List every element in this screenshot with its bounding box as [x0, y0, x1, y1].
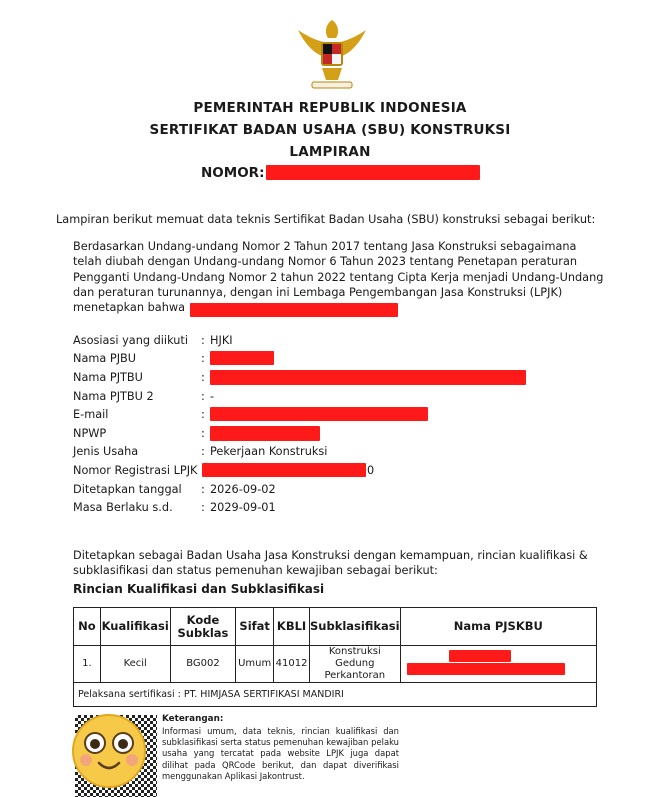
- garuda-emblem-icon: [290, 12, 374, 92]
- subklas-line1: Konstruksi Gedung: [328, 646, 381, 669]
- redacted-nama-pjbu: [210, 351, 274, 365]
- redacted-pjskbu-line1: [449, 650, 511, 662]
- redacted-npwp: [210, 426, 320, 441]
- nomor-label: NOMOR:: [201, 165, 265, 181]
- header-lampiran: LAMPIRAN: [289, 144, 371, 160]
- paragraph-line: Pengganti Undang-Undang Nomor 2 tahun 2022 tentang Cipta Kerja menjadi Undang-Undang: [73, 270, 604, 284]
- header-kode-line1: Kode: [186, 612, 220, 627]
- redacted-email: [210, 407, 428, 421]
- field-separator: :: [201, 483, 205, 496]
- kualifikasi-table: [73, 607, 597, 707]
- field-label-npwp: NPWP: [73, 427, 107, 440]
- header-nama-pjskbu: Nama PJSKBU: [400, 608, 596, 646]
- field-separator: :: [201, 408, 205, 421]
- paragraph-line: telah diubah dengan Undang-undang Nomor 6 Tahun 2023 tentang Penetapan peraturan: [73, 255, 578, 269]
- header-sifat: Sifat: [236, 608, 274, 646]
- paragraph-line: dan peraturan turunannya, dengan ini Lembaga Pengembangan Jasa Konstruksi (LPJK): [73, 285, 563, 299]
- table-row: [74, 646, 597, 683]
- closing-paragraph: [73, 548, 613, 579]
- field-separator: :: [201, 501, 205, 514]
- header-kualifikasi: Kualifikasi: [100, 608, 170, 646]
- field-label-nama-pjtbu2: Nama PJTBU 2: [73, 390, 154, 403]
- redacted-company-name: [190, 303, 398, 317]
- cell-pelaksana: Pelaksana sertifikasi : PT. HIMJASA SERTIFIKASI MANDIRI: [74, 683, 597, 707]
- cell-kbli: 41012: [274, 646, 310, 683]
- field-separator: :: [201, 390, 205, 403]
- field-value-nomor-registrasi: 0: [367, 464, 375, 477]
- subklas-line2: Perkantoran: [324, 670, 386, 681]
- table-title: Rincian Kualifikasi dan Subklasifikasi: [73, 582, 325, 596]
- intro-text: Lampiran berikut memuat data teknis Sertifikat Badan Usaha (SBU) konstruksi sebagai berikut:: [56, 213, 596, 226]
- keterangan-text: Informasi umum, data teknis, rincian kualifikasi dan subklasifikasi serta status pemenuhan kewajiban pelaku usaha yang tercatat pada website LPJK juga dapat dilihat pada QRCode berikut, dan dapat diverifikasi menggunakan Aplikasi Jakontrust.: [162, 726, 399, 781]
- field-value-masa-berlaku: 2029-09-01: [210, 501, 276, 514]
- field-label-ditetapkan: Ditetapkan tanggal: [73, 483, 182, 496]
- cell-nama-pjskbu: [400, 646, 596, 683]
- field-value-jenis-usaha: Pekerjaan Konstruksi: [210, 445, 328, 458]
- smiling-face-emoji-icon: [70, 712, 148, 790]
- header-subklasifikasi: Subklasifikasi: [310, 608, 401, 646]
- field-value-ditetapkan: 2026-09-02: [210, 483, 276, 496]
- field-label-asosiasi: Asosiasi yang diikuti: [73, 334, 188, 347]
- field-label-jenis-usaha: Jenis Usaha: [73, 445, 139, 458]
- closing-line: Ditetapkan sebagai Badan Usaha Jasa Konstruksi dengan kemampuan, rincian kualifikasi &: [73, 549, 588, 562]
- cell-subklasifikasi: [310, 646, 401, 683]
- paragraph-prefix: menetapkan bahwa: [73, 301, 186, 315]
- cell-kode: BG002: [170, 646, 236, 683]
- redacted-nomor-registrasi: [202, 463, 366, 477]
- redacted-pjskbu-line2: [407, 663, 565, 675]
- header-no: No: [74, 608, 101, 646]
- header-certificate-title: SERTIFIKAT BADAN USAHA (SBU) KONSTRUKSI: [149, 122, 511, 138]
- closing-line: subklasifikasi dan status pemenuhan kewajiban sebagai berikut:: [73, 564, 438, 578]
- header-kode-line2: Subklas: [177, 625, 229, 640]
- field-value-asosiasi: HJKI: [210, 334, 233, 347]
- header-kbli: KBLI: [274, 608, 310, 646]
- header-kode-subklas: [170, 608, 236, 646]
- field-separator: :: [201, 371, 205, 384]
- field-label-nomor-registrasi: Nomor Registrasi LPJK: [73, 464, 198, 477]
- field-separator: :: [201, 352, 205, 365]
- field-separator: :: [201, 427, 205, 440]
- redacted-nomor: [266, 165, 480, 180]
- pelaksana-row: [74, 683, 597, 707]
- header-government: PEMERINTAH REPUBLIK INDONESIA: [193, 100, 467, 116]
- redacted-nama-pjtbu: [210, 370, 526, 385]
- cell-kualifikasi: Kecil: [100, 646, 170, 683]
- keterangan-title: Keterangan:: [162, 714, 224, 724]
- field-separator: :: [201, 334, 205, 347]
- field-separator: :: [201, 445, 205, 458]
- field-label-nama-pjbu: Nama PJBU: [73, 352, 137, 365]
- cell-sifat: Umum: [236, 646, 274, 683]
- paragraph-line: Berdasarkan Undang-undang Nomor 2 Tahun 2017 tentang Jasa Konstruksi sebagaimana: [73, 240, 577, 253]
- cell-no: 1.: [74, 646, 101, 683]
- table-header-row: [74, 608, 597, 646]
- field-label-email: E-mail: [73, 408, 109, 421]
- field-label-masa-berlaku: Masa Berlaku s.d.: [73, 501, 173, 514]
- field-value-nama-pjtbu2: -: [210, 390, 215, 403]
- field-label-nama-pjtbu: Nama PJTBU: [73, 371, 143, 384]
